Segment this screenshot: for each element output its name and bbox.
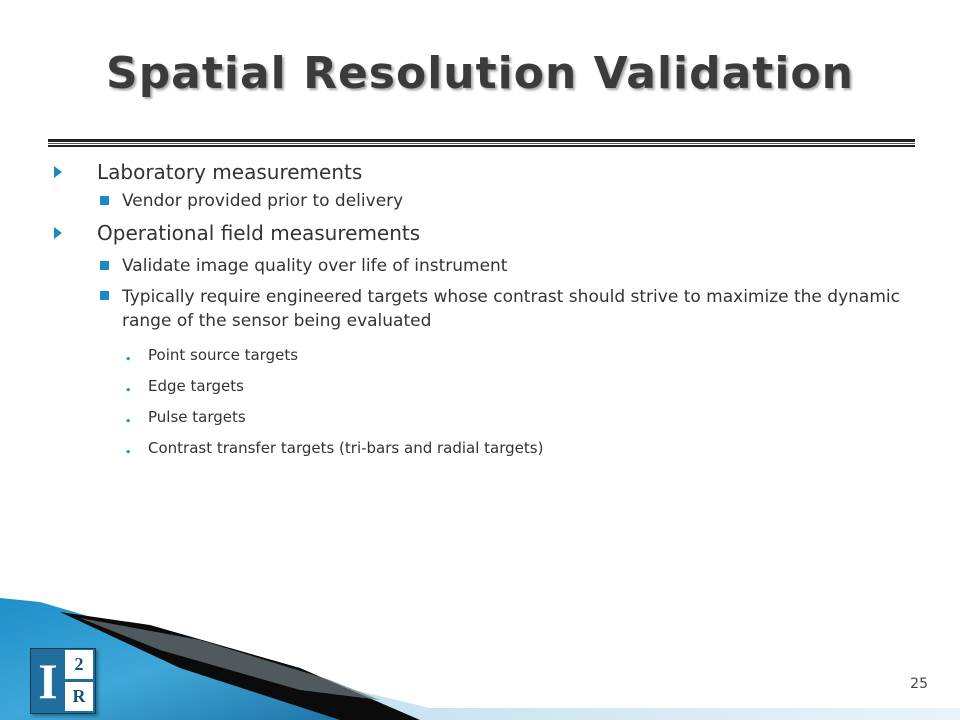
- page-number: 25: [910, 676, 928, 692]
- subsubbullet-text: Pulse targets: [148, 408, 246, 426]
- subbullet-text: Typically require engineered targets whose contrast should strive to maximize the dynamic range of the sensor being evaluated: [122, 287, 900, 331]
- slide-title-text: Spatial Resolution Validation: [106, 48, 854, 99]
- bullet-text: Operational field measurements: [97, 221, 421, 245]
- subbullet-vendor-provided: [52, 190, 912, 212]
- bullet-laboratory-measurements: [52, 160, 912, 184]
- subsubbullet-text: Edge targets: [148, 377, 244, 395]
- logo-superscript-2: 2: [65, 650, 93, 679]
- slide-title: [0, 48, 960, 99]
- diamond-bullet-icon: ⬩: [126, 444, 131, 458]
- subbullet-text: Validate image quality over life of instrument: [122, 256, 508, 276]
- diamond-bullet-icon: ⬩: [126, 413, 131, 427]
- bullet-operational-field: [52, 221, 912, 245]
- title-divider: [48, 139, 915, 149]
- square-bullet-icon: [100, 261, 109, 270]
- subsubbullet-pulse: [52, 407, 912, 427]
- diamond-bullet-icon: ⬩: [126, 382, 131, 396]
- i2r-logo: [30, 648, 96, 714]
- subsubbullet-point-source: [52, 345, 912, 365]
- subsubbullet-text: Contrast transfer targets (tri-bars and radial targets): [148, 439, 544, 457]
- subsubbullet-edge: [52, 376, 912, 396]
- slide-body: [52, 155, 912, 458]
- subsubbullet-contrast-transfer: [52, 438, 912, 458]
- right-triangle-icon: [52, 226, 64, 240]
- subsubbullet-text: Point source targets: [148, 346, 299, 364]
- bullet-text: Laboratory measurements: [97, 160, 363, 184]
- diamond-bullet-icon: ⬩: [126, 351, 131, 365]
- square-bullet-icon: [100, 196, 109, 205]
- square-bullet-icon: [100, 291, 109, 300]
- logo-letter-i: I: [38, 653, 58, 709]
- logo-letter-r: R: [65, 682, 93, 711]
- right-triangle-icon: [52, 165, 64, 179]
- subbullet-engineered-targets: [52, 285, 912, 333]
- subbullet-text: Vendor provided prior to delivery: [122, 191, 404, 211]
- subbullet-validate-image-quality: [52, 255, 912, 277]
